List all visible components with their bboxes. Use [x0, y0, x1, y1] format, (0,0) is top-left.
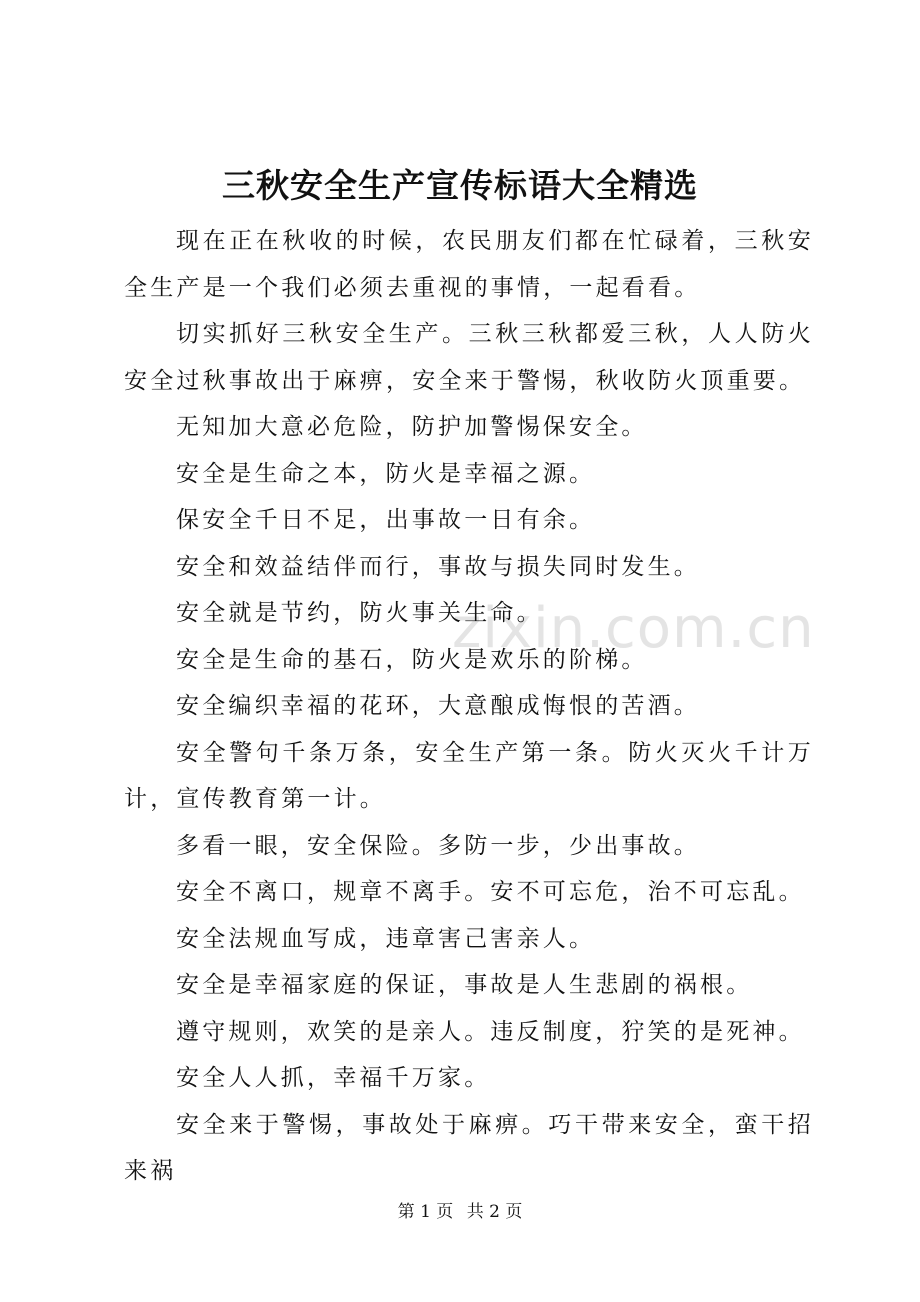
paragraph: 安全不离口，规章不离手。安不可忘危，治不可忘乱。	[176, 879, 805, 905]
paragraph: 安全人人抓，幸福千万家。	[176, 1065, 491, 1091]
paragraph: 安全是生命之本，防火是幸福之源。	[176, 460, 596, 487]
watermark: zixin.com.cn	[452, 596, 815, 661]
paragraph: 安全是幸福家庭的保证，事故是人生悲剧的祸根。	[176, 972, 753, 998]
paragraph: 安全警句千条万条，安全生产第一条。防火灭火千计万计，宣传教育第一计。	[124, 739, 814, 812]
page-number-current: 第 1 页	[397, 1202, 454, 1222]
paragraph: 现在正在秋收的时候，农民朋友们都在忙碌着，三秋安全生产是一个我们必须去重视的事情，一起看看。	[124, 228, 814, 301]
paragraph: 遵守规则，欢笑的是亲人。违反制度，狞笑的是死神。	[176, 1018, 805, 1045]
document-title: 三秋安全生产宣传标语大全精选	[222, 166, 698, 205]
paragraph: 安全来于警惕，事故处于麻痹。巧干带来安全，蛮干招来祸	[124, 1111, 814, 1184]
paragraph: 安全就是节约，防火事关生命。	[176, 600, 543, 626]
paragraph: 保安全千日不足，出事故一日有余。	[176, 507, 596, 533]
document-body	[124, 218, 814, 1195]
paragraph: 安全和效益结伴而行，事故与损失同时发生。	[176, 553, 700, 580]
paragraph: 安全是生命的基石，防火是欢乐的阶梯。	[176, 646, 648, 673]
paragraph: 切实抓好三秋安全生产。三秋三秋都爱三秋，人人防火安全过秋事故出于麻痹，安全来于警惕，秋收防火顶重要。	[124, 321, 814, 394]
paragraph: 安全法规血写成，违章害己害亲人。	[176, 925, 596, 952]
paragraph: 无知加大意必危险，防护加警惕保安全。	[176, 414, 648, 440]
paragraph: 安全编织幸福的花环，大意酿成悔恨的苦酒。	[176, 693, 700, 719]
page-number-total: 共 2 页	[466, 1202, 523, 1222]
page-footer	[0, 1200, 920, 1224]
paragraph: 多看一眼，安全保险。多防一步，少出事故。	[176, 832, 700, 859]
